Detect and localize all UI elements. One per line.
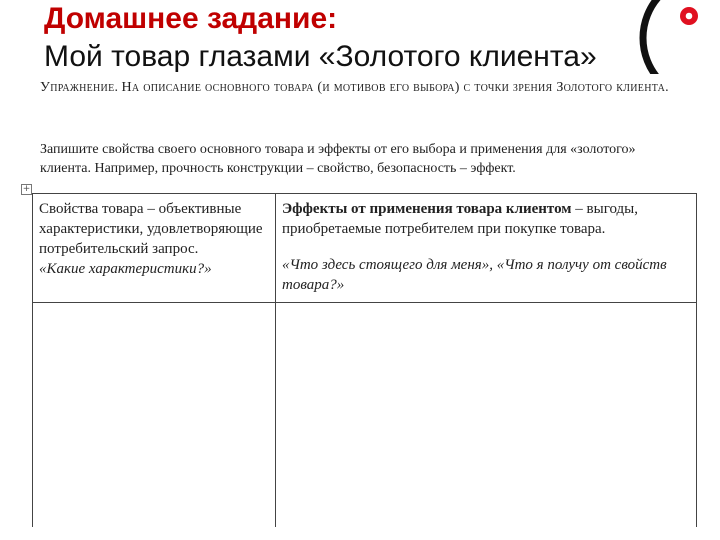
exercise-dot: . <box>114 80 122 95</box>
exercise-text: На описание основного товара (и мотивов его выбора) с точки зрения Золотого клиента. <box>121 80 669 95</box>
effects-header-text: – выгоды, приобретаемые потребителем при покупке товара. <box>282 201 638 237</box>
effects-header-cell <box>276 194 697 303</box>
exercise-paragraph <box>40 78 680 97</box>
slide-header <box>0 0 720 74</box>
effects-question: «Что здесь стоящего для меня», «Что я получу от свойств товара?» <box>282 257 667 293</box>
properties-header-text: Свойства товара – объективные характеристики, удовлетворяющие потребительский запрос. <box>39 201 263 257</box>
slide-title: Домашнее задание: <box>44 2 338 35</box>
properties-question: «Какие характеристики?» <box>39 261 212 277</box>
task-paragraph: Запишите свойства своего основного товара и эффекты от его выбора и применения для «золотого» клиента. Например, прочность конструкции – свойство, безопасность – эффект. <box>40 142 636 176</box>
move-handle-icon[interactable]: + <box>22 184 31 194</box>
exercise-label: Упражнение <box>40 80 115 95</box>
properties-input-cell[interactable] <box>33 303 276 528</box>
table-header-row <box>33 194 697 303</box>
properties-header-cell <box>33 194 276 303</box>
effects-header-bold: Эффекты от применения товара клиентом <box>282 201 572 217</box>
effects-input-cell[interactable] <box>276 303 697 528</box>
worksheet-table <box>32 193 697 527</box>
slide-subtitle: Мой товар глазами «Золотого клиента» <box>44 40 597 73</box>
table-body-row <box>33 303 697 528</box>
